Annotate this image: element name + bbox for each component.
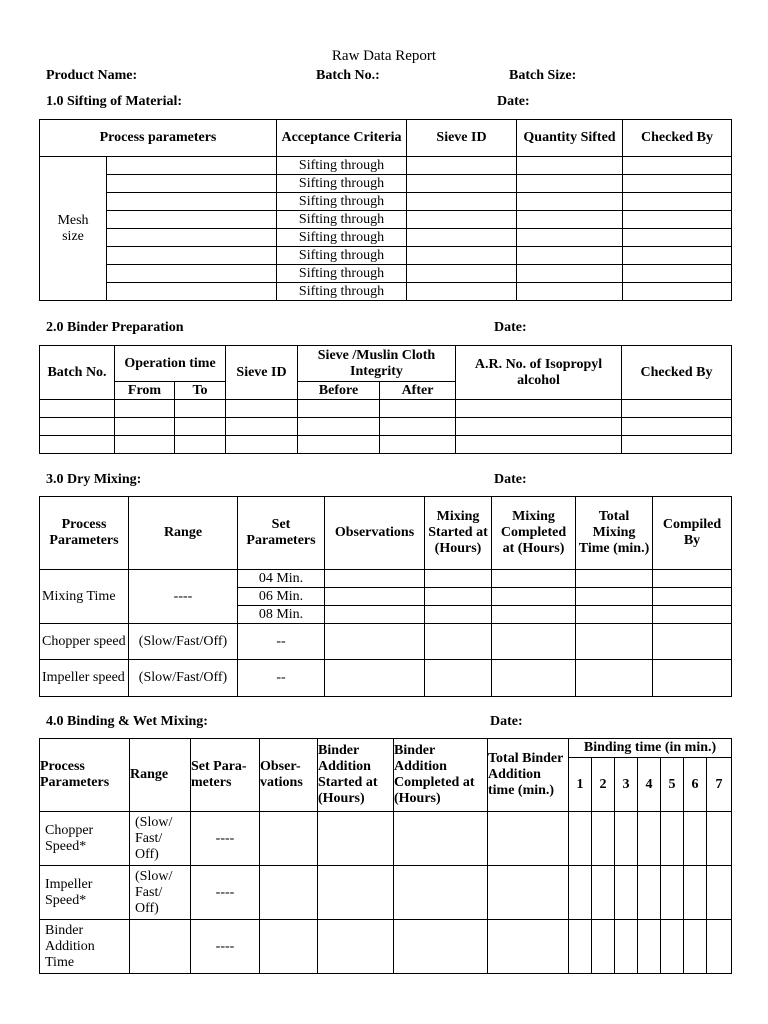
impeller-set: ----	[191, 866, 260, 920]
col-operation-time: Operation time	[115, 346, 226, 382]
entry-cell[interactable]	[576, 570, 653, 588]
minute-cell[interactable]	[592, 812, 615, 866]
impeller-set: --	[238, 660, 325, 697]
checked-by-cell[interactable]	[623, 229, 732, 247]
col-minute-7: 7	[707, 758, 732, 812]
col-observations: Observations	[325, 497, 425, 570]
entry-cell[interactable]	[298, 400, 380, 418]
chopper-speed-label: Chopper Speed*	[40, 812, 130, 866]
col-from: From	[115, 382, 175, 400]
set-value: 08 Min.	[238, 606, 325, 624]
checked-by-cell[interactable]	[623, 283, 732, 301]
col-set-parameters: Set Parameters	[238, 497, 325, 570]
minute-cell[interactable]	[661, 866, 684, 920]
sieve-id-cell[interactable]	[407, 175, 517, 193]
mesh-cell[interactable]	[107, 193, 277, 211]
col-after: After	[380, 382, 456, 400]
sieve-id-cell[interactable]	[407, 247, 517, 265]
entry-cell[interactable]	[492, 570, 576, 588]
checked-by-cell[interactable]	[623, 247, 732, 265]
sieve-id-cell[interactable]	[407, 229, 517, 247]
minute-cell[interactable]	[638, 920, 661, 974]
mesh-cell[interactable]	[107, 265, 277, 283]
entry-cell[interactable]	[488, 812, 569, 866]
sieve-id-cell[interactable]	[407, 157, 517, 175]
binder-prep-table	[39, 345, 732, 454]
section3-heading: 3.0 Dry Mixing:	[46, 472, 142, 487]
section2-date-label: Date:	[494, 320, 527, 335]
col-checked-by: Checked By	[623, 120, 732, 157]
entry-cell[interactable]	[175, 436, 226, 454]
entry-cell[interactable]	[488, 920, 569, 974]
col-compiled-by: Compiled By	[653, 497, 732, 570]
entry-cell[interactable]	[175, 418, 226, 436]
binder-addition-set: ----	[191, 920, 260, 974]
entry-cell[interactable]	[260, 812, 318, 866]
chopper-speed-label: Chopper speed	[40, 624, 129, 660]
entry-cell[interactable]	[115, 418, 175, 436]
mesh-cell[interactable]	[107, 229, 277, 247]
chopper-set: ----	[191, 812, 260, 866]
entry-cell[interactable]	[226, 436, 298, 454]
entry-cell[interactable]	[325, 588, 425, 606]
minute-cell[interactable]	[661, 920, 684, 974]
product-name-label: Product Name:	[46, 68, 138, 83]
col-process-parameters: Process Parameters	[40, 497, 129, 570]
entry-cell[interactable]	[488, 866, 569, 920]
col-binder-started: Binder Addition Started at (Hours)	[318, 739, 394, 812]
minute-cell[interactable]	[569, 812, 592, 866]
entry-cell[interactable]	[325, 570, 425, 588]
minute-cell[interactable]	[707, 920, 732, 974]
binder-addition-range	[130, 920, 191, 974]
sieve-id-cell[interactable]	[407, 211, 517, 229]
entry-cell[interactable]	[576, 624, 653, 660]
minute-cell[interactable]	[592, 866, 615, 920]
entry-cell[interactable]	[425, 624, 492, 660]
entry-cell[interactable]	[325, 606, 425, 624]
entry-cell[interactable]	[325, 660, 425, 697]
entry-cell[interactable]	[325, 624, 425, 660]
mixing-time-label: Mixing Time	[40, 570, 129, 624]
entry-cell[interactable]	[260, 920, 318, 974]
minute-cell[interactable]	[684, 866, 707, 920]
impeller-range: (Slow/ Fast/ Off)	[130, 866, 191, 920]
entry-cell[interactable]	[492, 660, 576, 697]
chopper-range: (Slow/ Fast/ Off)	[130, 812, 191, 866]
criteria-cell: Sifting through	[277, 247, 407, 265]
minute-cell[interactable]	[684, 920, 707, 974]
minute-cell[interactable]	[569, 920, 592, 974]
col-process-parameters: Process Parameters	[40, 739, 130, 812]
checked-by-cell[interactable]	[623, 193, 732, 211]
criteria-cell: Sifting through	[277, 211, 407, 229]
entry-cell[interactable]	[576, 660, 653, 697]
binder-addition-time-label: Binder Addition Time	[40, 920, 130, 974]
batch-no-label: Batch No.:	[316, 68, 380, 83]
checked-by-cell[interactable]	[623, 157, 732, 175]
quantity-cell[interactable]	[517, 247, 623, 265]
criteria-cell: Sifting through	[277, 193, 407, 211]
entry-cell[interactable]	[425, 606, 492, 624]
col-ar-no: A.R. No. of Isopropyl alcohol	[456, 346, 622, 400]
entry-cell[interactable]	[653, 624, 732, 660]
entry-cell[interactable]	[456, 418, 622, 436]
entry-cell[interactable]	[492, 588, 576, 606]
quantity-cell[interactable]	[517, 157, 623, 175]
impeller-speed-label: Impeller Speed*	[40, 866, 130, 920]
quantity-cell[interactable]	[517, 193, 623, 211]
quantity-cell[interactable]	[517, 175, 623, 193]
entry-cell[interactable]	[318, 920, 394, 974]
entry-cell[interactable]	[115, 436, 175, 454]
entry-cell[interactable]	[425, 588, 492, 606]
col-total-binder-time: Total Binder Addition time (min.)	[488, 739, 569, 812]
batch-size-label: Batch Size:	[509, 68, 577, 83]
entry-cell[interactable]	[298, 436, 380, 454]
col-process-parameters: Process parameters	[40, 120, 277, 157]
col-observations: Obser- vations	[260, 739, 318, 812]
quantity-cell[interactable]	[517, 265, 623, 283]
criteria-cell: Sifting through	[277, 283, 407, 301]
mesh-size-label: Mesh size	[40, 157, 107, 301]
entry-cell[interactable]	[456, 436, 622, 454]
col-acceptance-criteria: Acceptance Criteria	[277, 120, 407, 157]
entry-cell[interactable]	[425, 660, 492, 697]
entry-cell[interactable]	[40, 436, 115, 454]
entry-cell[interactable]	[318, 812, 394, 866]
col-checked-by: Checked By	[622, 346, 732, 400]
mesh-cell[interactable]	[107, 247, 277, 265]
minute-cell[interactable]	[615, 866, 638, 920]
entry-cell[interactable]	[653, 588, 732, 606]
entry-cell[interactable]	[576, 588, 653, 606]
chopper-set: --	[238, 624, 325, 660]
entry-cell[interactable]	[260, 866, 318, 920]
col-total-mixing-time: Total Mixing Time (min.)	[576, 497, 653, 570]
col-cloth-integrity: Sieve /Muslin Cloth Integrity	[298, 346, 456, 382]
col-quantity-sifted: Quantity Sifted	[517, 120, 623, 157]
section1-heading: 1.0 Sifting of Material:	[46, 94, 183, 109]
sieve-id-cell[interactable]	[407, 265, 517, 283]
sifting-table	[39, 119, 732, 301]
col-range: Range	[129, 497, 238, 570]
criteria-cell: Sifting through	[277, 265, 407, 283]
minute-cell[interactable]	[707, 812, 732, 866]
entry-cell[interactable]	[380, 400, 456, 418]
col-minute-1: 1	[569, 758, 592, 812]
entry-cell[interactable]	[115, 400, 175, 418]
mixing-range: ----	[129, 570, 238, 624]
wet-mixing-table	[39, 738, 732, 974]
minute-cell[interactable]	[615, 812, 638, 866]
minute-cell[interactable]	[707, 866, 732, 920]
quantity-cell[interactable]	[517, 283, 623, 301]
entry-cell[interactable]	[226, 418, 298, 436]
mesh-cell[interactable]	[107, 283, 277, 301]
entry-cell[interactable]	[394, 920, 488, 974]
col-sieve-id: Sieve ID	[226, 346, 298, 400]
minute-cell[interactable]	[661, 812, 684, 866]
col-to: To	[175, 382, 226, 400]
checked-by-cell[interactable]	[623, 211, 732, 229]
col-set-parameters: Set Para- meters	[191, 739, 260, 812]
sieve-id-cell[interactable]	[407, 193, 517, 211]
minute-cell[interactable]	[569, 866, 592, 920]
dry-mixing-table	[39, 496, 732, 697]
col-minute-5: 5	[661, 758, 684, 812]
entry-cell[interactable]	[40, 418, 115, 436]
entry-cell[interactable]	[492, 606, 576, 624]
col-mixing-started: Mixing Started at (Hours)	[425, 497, 492, 570]
entry-cell[interactable]	[622, 418, 732, 436]
col-range: Range	[130, 739, 191, 812]
col-sieve-id: Sieve ID	[407, 120, 517, 157]
entry-cell[interactable]	[394, 866, 488, 920]
entry-cell[interactable]	[226, 400, 298, 418]
criteria-cell: Sifting through	[277, 229, 407, 247]
impeller-range: (Slow/Fast/Off)	[129, 660, 238, 697]
minute-cell[interactable]	[638, 812, 661, 866]
entry-cell[interactable]	[175, 400, 226, 418]
impeller-speed-label: Impeller speed	[40, 660, 129, 697]
entry-cell[interactable]	[576, 606, 653, 624]
mesh-cell[interactable]	[107, 211, 277, 229]
col-minute-2: 2	[592, 758, 615, 812]
chopper-range: (Slow/Fast/Off)	[129, 624, 238, 660]
set-value: 04 Min.	[238, 570, 325, 588]
report-title: Raw Data Report	[331, 48, 437, 64]
entry-cell[interactable]	[653, 660, 732, 697]
mesh-cell[interactable]	[107, 175, 277, 193]
col-batch-no: Batch No.	[40, 346, 115, 400]
col-minute-3: 3	[615, 758, 638, 812]
mesh-cell[interactable]	[107, 157, 277, 175]
entry-cell[interactable]	[380, 436, 456, 454]
entry-cell[interactable]	[394, 812, 488, 866]
col-mixing-completed: Mixing Completed at (Hours)	[492, 497, 576, 570]
entry-cell[interactable]	[318, 866, 394, 920]
checked-by-cell[interactable]	[623, 265, 732, 283]
section4-heading: 4.0 Binding & Wet Mixing:	[46, 714, 208, 729]
section1-date-label: Date:	[497, 94, 530, 109]
criteria-cell: Sifting through	[277, 175, 407, 193]
entry-cell[interactable]	[298, 418, 380, 436]
criteria-cell: Sifting through	[277, 157, 407, 175]
minute-cell[interactable]	[638, 866, 661, 920]
col-minute-6: 6	[684, 758, 707, 812]
minute-cell[interactable]	[592, 920, 615, 974]
entry-cell[interactable]	[492, 624, 576, 660]
section2-heading: 2.0 Binder Preparation	[46, 320, 184, 335]
entry-cell[interactable]	[40, 400, 115, 418]
entry-cell[interactable]	[456, 400, 622, 418]
entry-cell[interactable]	[622, 400, 732, 418]
entry-cell[interactable]	[653, 570, 732, 588]
minute-cell[interactable]	[615, 920, 638, 974]
minute-cell[interactable]	[684, 812, 707, 866]
entry-cell[interactable]	[380, 418, 456, 436]
quantity-cell[interactable]	[517, 211, 623, 229]
entry-cell[interactable]	[622, 436, 732, 454]
section4-date-label: Date:	[490, 714, 523, 729]
checked-by-cell[interactable]	[623, 175, 732, 193]
quantity-cell[interactable]	[517, 229, 623, 247]
section3-date-label: Date:	[494, 472, 527, 487]
set-value: 06 Min.	[238, 588, 325, 606]
col-binding-time: Binding time (in min.)	[569, 739, 732, 758]
col-binder-completed: Binder Addition Completed at (Hours)	[394, 739, 488, 812]
col-minute-4: 4	[638, 758, 661, 812]
sieve-id-cell[interactable]	[407, 283, 517, 301]
entry-cell[interactable]	[425, 570, 492, 588]
col-before: Before	[298, 382, 380, 400]
entry-cell[interactable]	[653, 606, 732, 624]
